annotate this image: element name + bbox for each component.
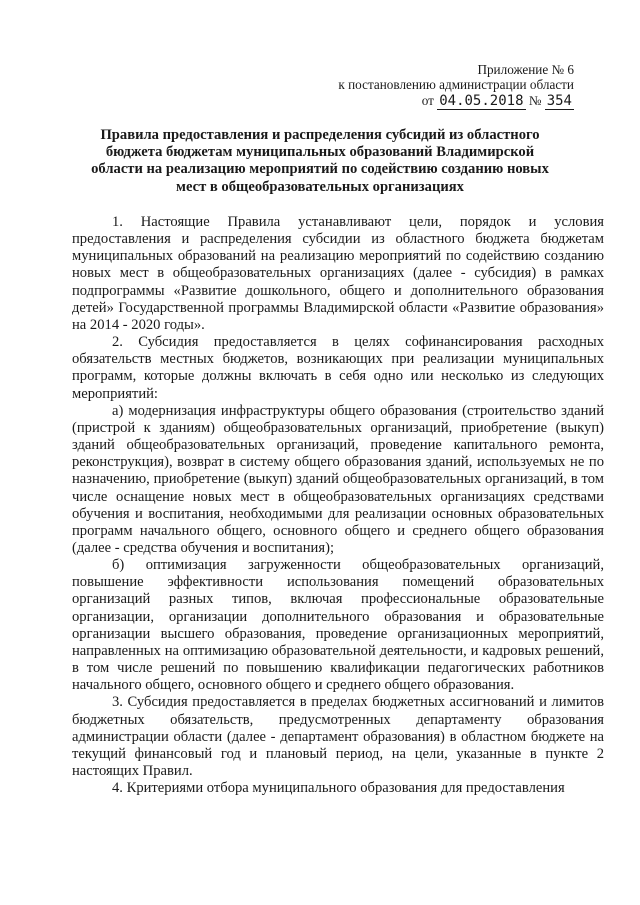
appendix-date-line	[338, 93, 574, 109]
paragraph-4: 4. Критериями отбора муниципального образования для предоставления	[112, 780, 565, 797]
paragraph-1: 1. Настоящие Правила устанавливают цели, порядок и условия предоставления и распределения субсидии из областного бюджета бюджетам муниципальных образований на реализацию мероприятий по содействию созданию новых мест в общеобразовательных организациях (далее - субсидия) в рамках подпрограммы «Развитие дошкольного, общего и дополнительного образования детей» Государственной программы Владимирской области «Развитие образования» на 2014 - 2020 годы».	[72, 214, 604, 333]
appendix-number: Приложение № 6	[477, 62, 574, 77]
document-body	[72, 214, 604, 797]
appendix-resolution-ref: к постановлению администрации области	[338, 77, 574, 92]
document-title: Правила предоставления и распределения субсидий из областного бюджета бюджетам муниципальных образований Владимирской области на реализацию мероприятий по содействию созданию новых мест в общеобразовательных организациях	[91, 127, 549, 195]
appendix-number-sign: №	[528, 93, 542, 108]
appendix-header	[338, 62, 574, 109]
appendix-doc-number: 354	[546, 93, 572, 109]
appendix-date: 04.05.2018	[439, 93, 524, 109]
paragraph-2b: б) оптимизация загруженности общеобразовательных организаций, повышение эффективности использования помещений образовательных организаций разных типов, включая профессиональные образовательные организации, организации дополнительного образования и образовательные организации высшего образования, проведение организационных мероприятий, направленных на оптимизацию образовательной деятельности, и кадровых решений, в том числе решений по повышению квалификации педагогических работников начального общего, основного общего и среднего общего образования.	[72, 557, 604, 694]
paragraph-2: 2. Субсидия предоставляется в целях софинансирования расходных обязательств местных бюджетов, возникающих при реализации муниципальных программ, которые должны включать в себя одно или несколько из следующих мероприятий:	[72, 334, 604, 402]
appendix-date-prefix: от	[421, 93, 434, 108]
paragraph-3: 3. Субсидия предоставляется в пределах бюджетных ассигнований и лимитов бюджетных обязательств, предусмотренных департаменту образования администрации области (далее - департамент образования) в областном бюджете на текущий финансовый год и плановый период, на цели, указанные в пункте 2 настоящих Правил.	[72, 694, 604, 779]
paragraph-2a: а) модернизация инфраструктуры общего образования (строительство зданий (пристрой к зданиям) общеобразовательных организаций, приобретение (выкуп) зданий общеобразовательных организаций, проведение капитального ремонта, реконструкция), возврат в систему общего образования зданий, используемых не по назначению, приобретение (выкуп) зданий общеобразовательных организаций, в том числе оснащение новых мест в общеобразовательных организациях средствами обучения и воспитания, необходимыми для реализации основных образовательных программ начального общего, основного общего и среднего общего образования (далее - средства обучения и воспитания);	[72, 402, 604, 556]
